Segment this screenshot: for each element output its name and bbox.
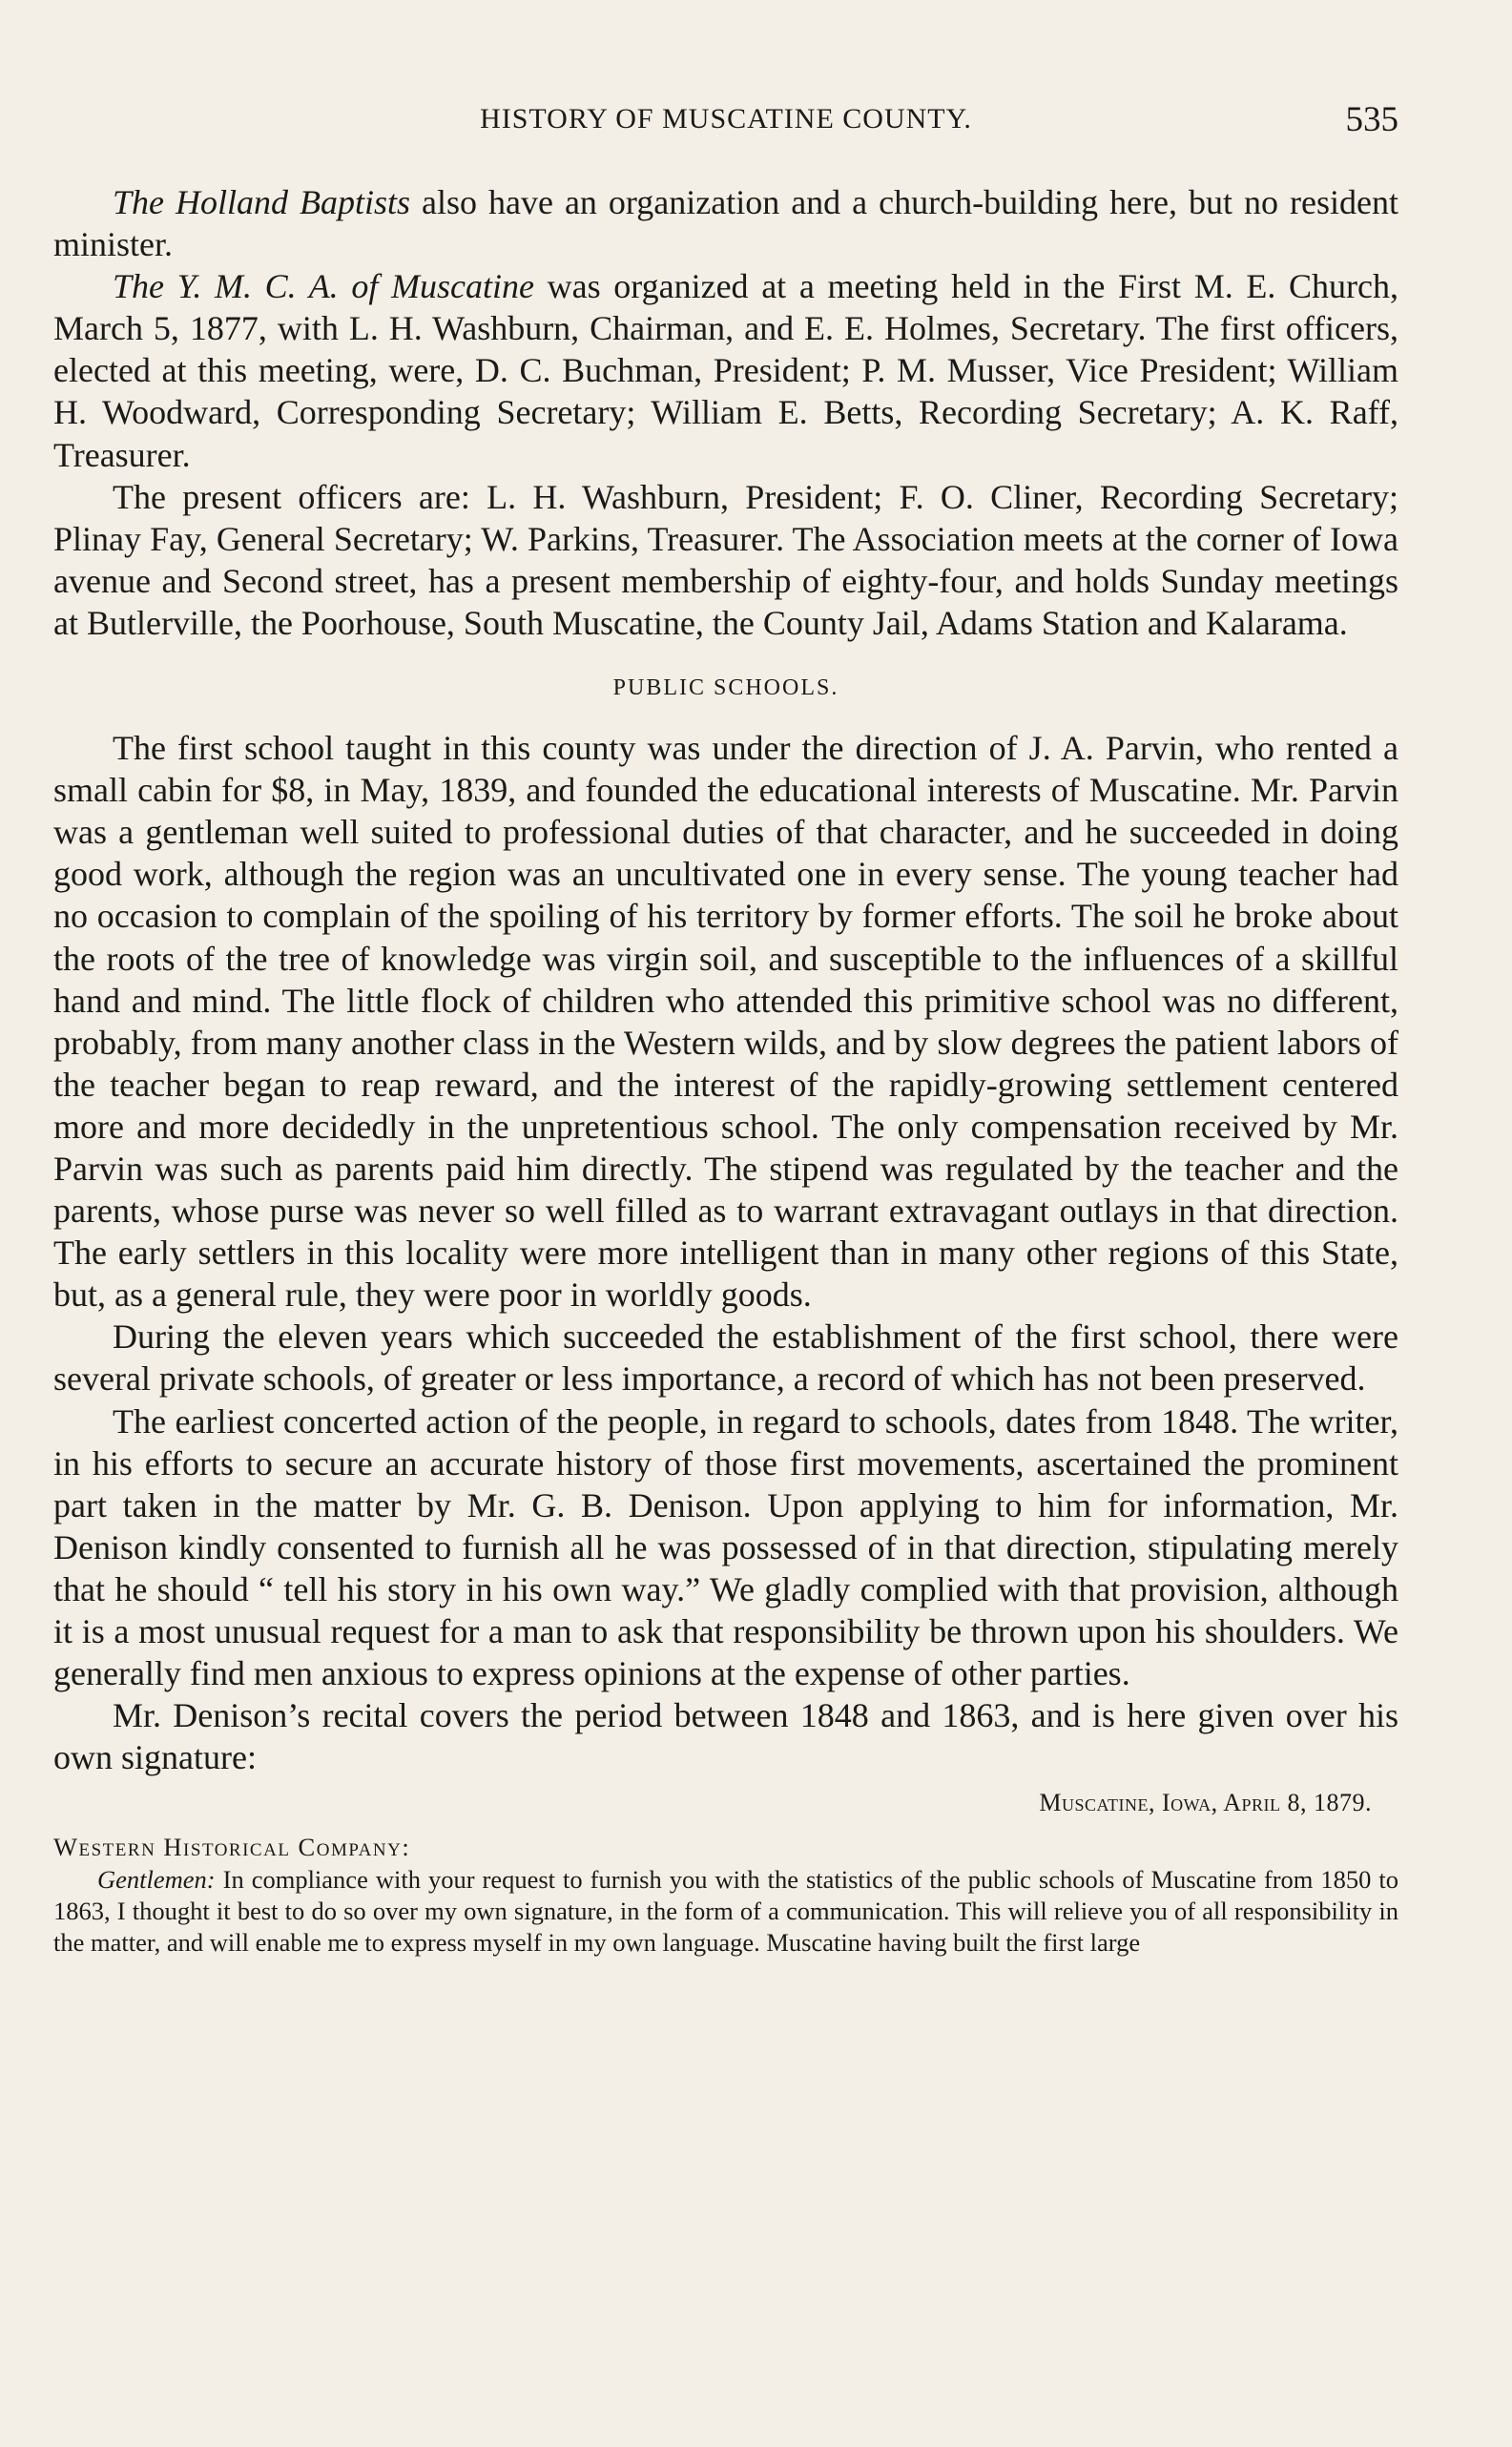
- paragraph-concerted-action: The earliest concerted action of the people, in regard to schools, dates from 1848. The writer, in his efforts to secure an accurate history of those first movements, ascertained the prominent part taken in the matter by Mr. G. B. Denison. Upon applying to him for information, Mr. Denison kindly consented to furnish all he was possessed of in that direction, stipulating merely that he should “ tell his story in his own way.” We gladly complied with that provision, although it is a most unusual request for a man to ask that responsibility be thrown upon his shoulders. We generally find men anxious to express opinions at the expense of other parties.: [53, 1401, 1398, 1693]
- paragraph-ymca: [53, 265, 1398, 475]
- paragraph-private-schools: During the eleven years which succeeded the establishment of the first school, there were several private schools, of greater or less importance, a record of which has not been preserved.: [53, 1317, 1398, 1399]
- organization-name: The Y. M. C. A. of Muscatine: [113, 267, 534, 306]
- paragraph-present-officers: The present officers are: L. H. Washburn, President; F. O. Cliner, Recording Secretary; Plinay Fay, General Secretary; W. Parkins, Treasurer. The Association meets at the corner of Iowa avenue and Second street, has a present membership of eighty-four, and holds Sunday meetings at Butlerville, the Poorhouse, South Muscatine, the County Jail, Adams Station and Kalarama.: [53, 477, 1398, 642]
- organization-name: The Holland Baptists: [113, 183, 411, 221]
- paragraph-first-school: The first school taught in this county was under the direction of J. A. Parvin, who rented a small cabin for $8, in May, 1839, and founded the educational interests of Muscatine. Mr. Parvin was a gentleman well suited to professional duties of that character, and he succeeded in doing good work, although the region was an uncultivated one in every sense. The young teacher had no occasion to complain of the spoiling of his territory by former efforts. The soil he broke about the roots of the tree of knowledge was virgin soil, and susceptible to the influences of a skillful hand and mind. The little flock of children who attended this primitive school was no different, probably, from many another class in the Western wilds, and by slow degrees the patient labors of the teacher began to reap reward, and the interest of the rapidly-growing settlement centered more and more decidedly in the unpretentious school. The only compensation received by Mr. Parvin was such as parents paid him directly. The stipend was regulated by the teacher and the parents, whose purse was never so well filled as to warrant extravagant outlays in that direction. The early settlers in this locality were more intelligent than in many other regions of this State, but, as a general rule, they were poor in worldly goods.: [53, 729, 1398, 1315]
- letter-body: [53, 1864, 1398, 1960]
- running-head-title: HISTORY OF MUSCATINE COUNTY.: [480, 103, 972, 135]
- body-text: [53, 181, 1398, 1960]
- page-number: 535: [1345, 100, 1398, 139]
- section-heading: PUBLIC SCHOOLS.: [612, 675, 839, 701]
- paragraph-text: also have an organization and a church-building here, but no resident minister.: [53, 183, 1398, 264]
- letter-block: [53, 1832, 1398, 1959]
- running-header: [53, 100, 1398, 145]
- letter-addressee: Western Historical Company:: [53, 1833, 411, 1862]
- letter-dateline: Muscatine, Iowa, April 8, 1879.: [1039, 1789, 1372, 1817]
- paragraph-holland-baptists: [53, 181, 1398, 265]
- letter-salutation: Gentlemen:: [97, 1864, 216, 1894]
- paragraph-text: was organized at a meeting held in the First M. E. Church, March 5, 1877, with L. H. Washburn, Chairman, and E. E. Holmes, Secretary. The first officers, elected at this meeting, were, D. C. Buchman, President; P. M. Musser, Vice President; William H. Woodward, Corresponding Secretary; William E. Betts, Recording Secretary; A. K. Raff, Treasurer.: [53, 267, 1398, 474]
- letter-text: In compliance with your request to furnish you with the statistics of the public schools of Muscatine from 1850 to 1863, I thought it best to do so over my own signature, in the form of a communication. This will relieve you of all responsibility in the matter, and will enable me to express myself in my own language. Muscatine having built the first large: [53, 1864, 1398, 1958]
- paragraph-denison-recital: Mr. Denison’s recital covers the period between 1848 and 1863, and is here given over his own signature:: [53, 1696, 1398, 1777]
